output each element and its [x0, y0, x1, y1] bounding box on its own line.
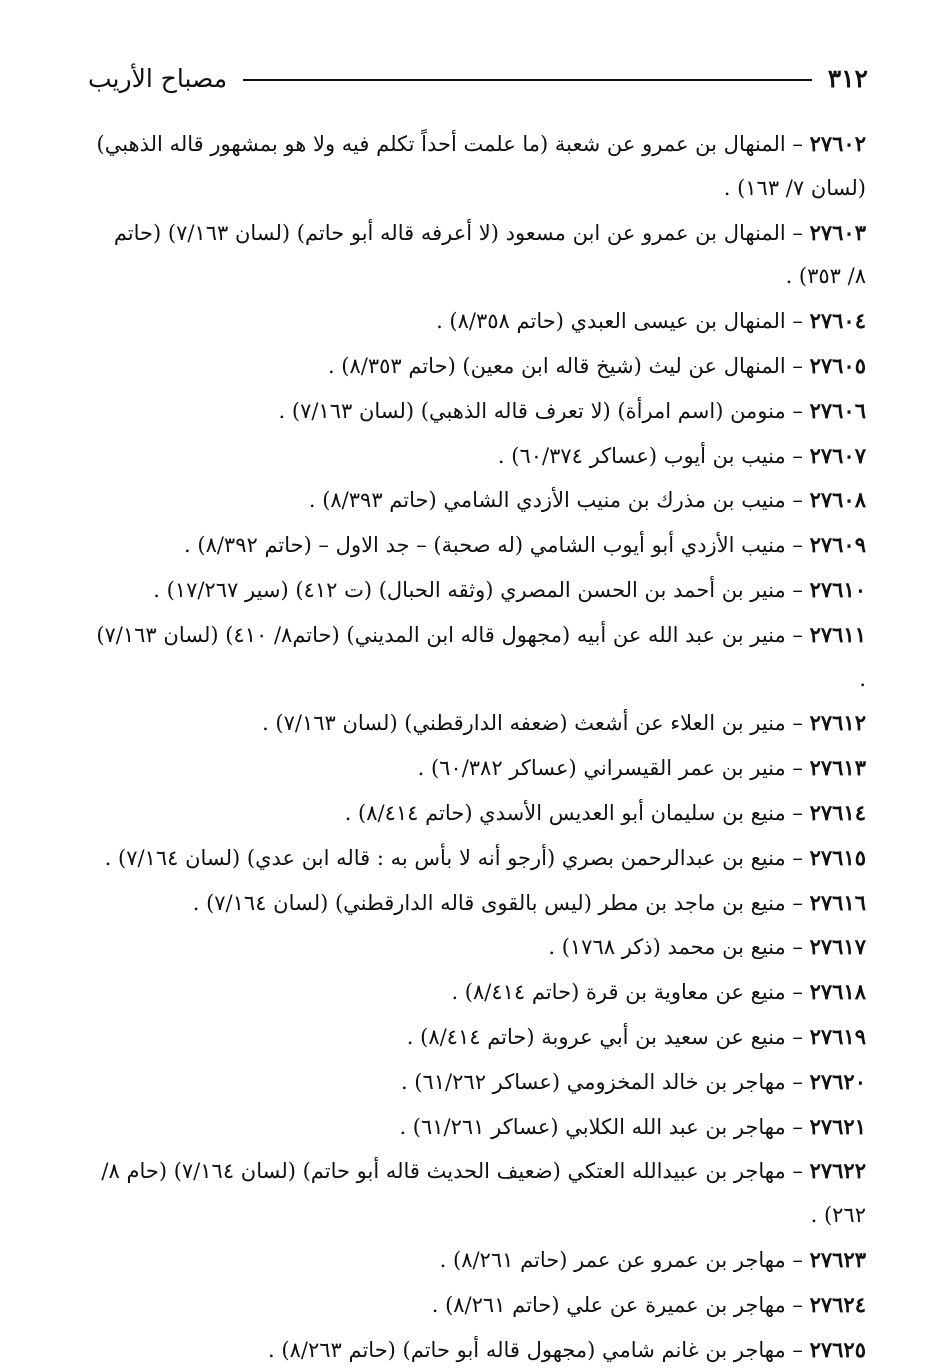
entries-list — [96, 122, 866, 1372]
entry — [96, 389, 866, 434]
entry-number: ٢٧٦١٢ — [809, 710, 866, 736]
entry — [96, 344, 866, 389]
entry — [96, 881, 866, 926]
entry-text: – المنهال بن عيسى العبدي (حاتم ٨/٣٥٨) . — [436, 309, 810, 334]
entry-text: – المنهال بن عمرو عن ابن مسعود (لا أعرفه قاله أبو حاتم) (لسان ٧/١٦٣) (حاتم ٨/ ٣٥٣) . — [113, 220, 866, 289]
entry-number: ٢٧٦٠٣ — [809, 219, 866, 245]
page-number: ٣١٢ — [827, 63, 868, 93]
entry — [96, 613, 866, 702]
entry-text: – منير بن عمر القيسراني (عساكر ٦٠/٣٨٢) . — [417, 756, 810, 781]
entry-text: – منير بن أحمد بن الحسن المصري (وثقه الحبال) (ت ٤١٢) (سير ١٧/٢٦٧) . — [153, 577, 810, 602]
entry-number: ٢٧٦٠٦ — [809, 397, 866, 423]
entry-number: ٢٧٦٢١ — [809, 1113, 866, 1139]
book-title: مصباح الأريب — [88, 63, 228, 93]
entry-number: ٢٧٦١٥ — [809, 844, 866, 870]
entry — [96, 568, 866, 613]
entry-number: ٢٧٦١٩ — [809, 1023, 866, 1049]
entry-text: – مهاجر بن عمرو عن عمر (حاتم ٨/٢٦١) . — [439, 1247, 810, 1272]
entry — [96, 299, 866, 344]
entry-number: ٢٧٦٠٥ — [809, 352, 866, 378]
entry — [96, 746, 866, 791]
page-header — [88, 58, 868, 98]
entry-text: – منيب بن مذرك بن منيب الأزدي الشامي (حاتم ٨/٣٩٣) . — [308, 488, 810, 513]
entry — [96, 1328, 866, 1372]
entry — [96, 523, 866, 568]
entry — [96, 836, 866, 881]
entry-text: – مهاجر بن عبد الله الكلابي (عساكر ٦١/٢٦١) . — [399, 1114, 810, 1139]
entry-number: ٢٧٦٠٧ — [809, 442, 866, 468]
entry — [96, 970, 866, 1015]
entry-text: – منيب بن أيوب (عساكر ٦٠/٣٧٤) . — [497, 443, 810, 468]
entry-number: ٢٧٦١٣ — [809, 755, 866, 781]
entry-text: – المنهال بن عمرو عن شعبة (ما علمت أحداً تكلم فيه ولا هو بمشهور قاله الذهبي) (لسان ٧/ ١٦٣) . — [96, 132, 866, 200]
header-rule — [243, 79, 812, 81]
entry — [96, 1060, 866, 1105]
entry-text: – منيب الأزدي أبو أيوب الشامي (له صحبة) – جد الاول – (حاتم ٨/٣٩٢) . — [184, 533, 810, 558]
entry-text: – منيع بن سليمان أبو العديس الأسدي (حاتم ٨/٤١٤) . — [344, 800, 810, 825]
entry-text: – منيع عن معاوية بن قرة (حاتم ٨/٤١٤) . — [451, 980, 810, 1005]
entry-text: – منيع بن عبدالرحمن بصري (أرجو أنه لا بأس به : قاله ابن عدي) (لسان ٧/١٦٤) . — [104, 845, 810, 870]
entry-text: – منير بن عبد الله عن أبيه (مجهول قاله ابن المديني) (حاتم٨/ ٤١٠) (لسان ٧/١٦٣) . — [96, 622, 866, 691]
entry — [96, 122, 866, 211]
entry-number: ٢٧٦١٤ — [809, 799, 866, 825]
entry-text: – منيع بن ماجد بن مطر (ليس بالقوى قاله الدارقطني) (لسان ٧/١٦٤) . — [192, 890, 810, 915]
entry-number: ٢٧٦١٧ — [809, 934, 866, 960]
entry-number: ٢٧٦١١ — [809, 621, 866, 647]
entry-text: – منومن (اسم امرأة) (لا تعرف قاله الذهبي) (لسان ٧/١٦٣) . — [278, 398, 810, 423]
entry-number: ٢٧٦٢٥ — [809, 1336, 866, 1362]
entry-text: – مهاجر بن خالد المخزومي (عساكر ٦١/٢٦٢) . — [400, 1069, 810, 1094]
entry-number: ٢٧٦١٠ — [809, 576, 866, 602]
entry-text: – المنهال عن ليث (شيخ قاله ابن معين) (حاتم ٨/٣٥٣) . — [327, 353, 810, 378]
entry — [96, 434, 866, 479]
entry-number: ٢٧٦٢٢ — [809, 1158, 866, 1184]
entry-number: ٢٧٦٢٠ — [809, 1068, 866, 1094]
entry — [96, 1283, 866, 1328]
entry-number: ٢٧٦٠٢ — [809, 131, 866, 156]
entry-text: – منير بن العلاء عن أشعث (ضعفه الدارقطني) (لسان ٧/١٦٣) . — [262, 711, 810, 736]
entry-text: – مهاجر بن عبيدالله العتكي (ضعيف الحديث قاله أبو حاتم) (لسان ٧/١٦٤) (حام ٨/ ٢٦٢) . — [101, 1159, 866, 1228]
entry — [96, 1238, 866, 1283]
entry-number: ٢٧٦٠٤ — [809, 308, 866, 334]
entry-number: ٢٧٦٠٨ — [809, 487, 866, 513]
entry — [96, 701, 866, 746]
entry-text: – منيع عن سعيد بن أبي عروبة (حاتم ٨/٤١٤) . — [406, 1024, 810, 1049]
entry — [96, 211, 866, 300]
entry-number: ٢٧٦١٦ — [809, 889, 866, 915]
entry — [96, 925, 866, 970]
entry-number: ٢٧٦٢٤ — [809, 1291, 866, 1317]
entry-text: – مهاجر بن عميرة عن علي (حاتم ٨/٢٦١) . — [431, 1292, 810, 1317]
entry — [96, 1105, 866, 1150]
entry — [96, 478, 866, 523]
entry — [96, 1015, 866, 1060]
entry — [96, 791, 866, 836]
entry-text: – مهاجر بن غانم شامي (مجهول قاله أبو حاتم) (حاتم ٨/٢٦٣) . — [268, 1337, 810, 1362]
entry-number: ٢٧٦٢٣ — [809, 1246, 866, 1272]
entry-number: ٢٧٦٠٩ — [809, 532, 866, 558]
entry-text: – منيع بن محمد (ذكر ١٧٦٨) . — [548, 935, 810, 960]
entry-number: ٢٧٦١٨ — [809, 979, 866, 1005]
entry — [96, 1149, 866, 1238]
